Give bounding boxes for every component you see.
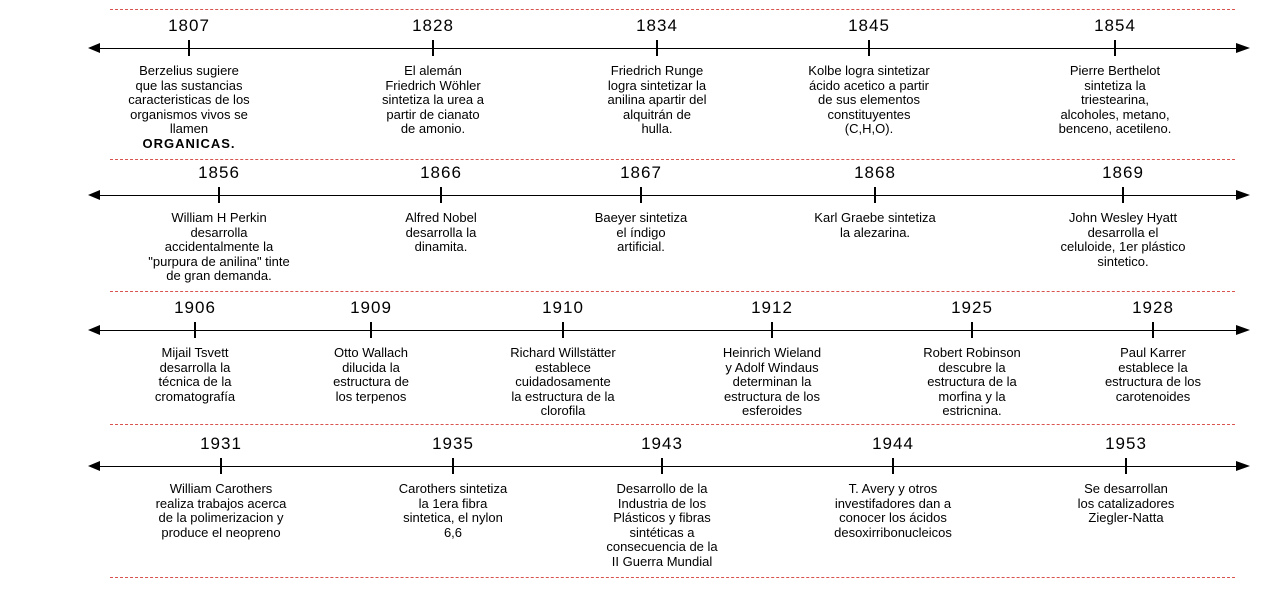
- event-description-line: Friedrich Runge: [610, 63, 704, 78]
- event-year: 1828: [412, 16, 454, 35]
- event-description-line: artificial.: [617, 239, 665, 254]
- event-description: [346, 211, 536, 255]
- event-year: 1912: [751, 298, 793, 317]
- event-description-line: morfina y la: [938, 388, 1006, 404]
- event-description-line: de gran demanda.: [166, 268, 272, 283]
- event-tick: [656, 40, 658, 56]
- event-description-line: Berzelius sugiere: [139, 63, 239, 78]
- event-description-line: estructura de los: [1104, 374, 1202, 389]
- event-description-line: los terpenos: [335, 388, 407, 404]
- event-description-line: establece la: [1118, 359, 1188, 375]
- event-tick: [218, 187, 220, 203]
- event-tick: [220, 458, 222, 474]
- event-description-line: de sus elementos: [818, 92, 920, 107]
- event-description-line: desarrolla la: [405, 224, 477, 240]
- event-description-line: Baeyer sintetiza: [594, 210, 688, 225]
- event-description-line: caracteristicas de los: [128, 92, 250, 107]
- event-description-line: Alfred Nobel: [405, 210, 477, 225]
- arrow-right-icon: [1236, 461, 1250, 471]
- event-description-line: Heinrich Wieland: [722, 345, 822, 360]
- event-description-line: desarrolla el: [1087, 224, 1159, 240]
- event-description-line: estricnina.: [942, 403, 1002, 418]
- event-description-line: desoxirribonucleicos: [834, 524, 952, 540]
- event-description-line: II Guerra Mundial: [611, 553, 713, 569]
- event-description-line: desarrolla la: [159, 359, 231, 375]
- event-description-line: anilina apartir del: [607, 92, 707, 107]
- event-description-line: Ziegler-Natta: [1088, 510, 1164, 525]
- event-tick: [661, 458, 663, 474]
- event-year: 1943: [641, 434, 683, 453]
- event-tick: [1125, 458, 1127, 474]
- timeline-row: [0, 163, 1280, 283]
- event-year: 1931: [200, 434, 242, 453]
- timeline-row: [0, 434, 1280, 569]
- event-description: [798, 482, 988, 540]
- event-description-line: que las sustancias: [135, 77, 243, 93]
- event-description-line: Friedrich Wöhler: [385, 77, 481, 93]
- event-description: [562, 64, 752, 137]
- event-tick: [562, 322, 564, 338]
- event-description: [1028, 211, 1218, 269]
- event-tick: [771, 322, 773, 338]
- event-description-line: conocer los ácidos: [839, 510, 947, 525]
- arrow-right-icon: [1236, 325, 1250, 335]
- event-description-line: Se desarrollan: [1084, 481, 1168, 496]
- event-description-line: sintetico.: [1097, 253, 1149, 269]
- event-description-line: alcoholes, metano,: [1060, 106, 1170, 122]
- event-year: 1928: [1132, 298, 1174, 317]
- event-description: [276, 346, 466, 404]
- event-tick: [1114, 40, 1116, 56]
- event-year: 1944: [872, 434, 914, 453]
- event-tick: [194, 322, 196, 338]
- event-description-line: el índigo: [616, 224, 666, 240]
- arrow-right-icon: [1236, 43, 1250, 53]
- event-description-line: consecuencia de la: [606, 539, 718, 554]
- event-description-line: la estructura de la: [511, 388, 615, 404]
- event-description-line: Plásticos y fibras: [613, 510, 711, 525]
- event-description-line: Kolbe logra sintetizar: [808, 63, 930, 78]
- event-description-line: de la polimerizacion y: [158, 510, 284, 525]
- timeline-axis-line: [95, 466, 1245, 467]
- event-description: [677, 346, 867, 419]
- event-description-line: ácido acetico a partir: [809, 77, 929, 93]
- event-description-line: establece: [535, 359, 591, 375]
- event-year: 1856: [198, 163, 240, 182]
- event-year: 1935: [432, 434, 474, 453]
- event-description-line: triestearina,: [1081, 92, 1149, 107]
- event-year: 1953: [1105, 434, 1147, 453]
- arrow-right-icon: [1236, 190, 1250, 200]
- event-description: [126, 482, 316, 540]
- event-description-emphasis: ORGANICAS.: [142, 135, 236, 151]
- event-year: 1906: [174, 298, 216, 317]
- event-description-line: estructura de la: [927, 374, 1017, 389]
- event-description: [1020, 64, 1210, 137]
- event-description-line: sintetica, el nylon: [403, 510, 503, 525]
- event-description-line: Karl Graebe sintetiza: [814, 210, 936, 225]
- event-description: [358, 482, 548, 540]
- event-year: 1867: [620, 163, 662, 182]
- event-description: [1031, 482, 1221, 526]
- event-description: [468, 346, 658, 419]
- event-description-line: de amonio.: [400, 121, 466, 136]
- timeline-axis-line: [95, 48, 1245, 49]
- event-description-line: realiza trabajos acerca: [155, 495, 287, 511]
- event-description-line: la 1era fibra: [418, 495, 488, 511]
- event-tick: [868, 40, 870, 56]
- event-year: 1925: [951, 298, 993, 317]
- event-description-line: dinamita.: [414, 239, 468, 254]
- event-year: 1910: [542, 298, 584, 317]
- event-description-line: "purpura de anilina" tinte: [148, 253, 290, 269]
- event-year: 1866: [420, 163, 462, 182]
- event-description-line: produce el neopreno: [161, 524, 281, 540]
- event-year: 1854: [1094, 16, 1136, 35]
- event-tick: [1152, 322, 1154, 338]
- event-description-line: Desarrollo de la: [616, 481, 708, 496]
- event-description-line: sintetiza la: [1084, 77, 1146, 93]
- row-separator: [110, 424, 1235, 425]
- event-tick: [874, 187, 876, 203]
- event-description-line: alquitrán de: [623, 106, 691, 122]
- event-year: 1834: [636, 16, 678, 35]
- event-description: [94, 64, 284, 151]
- event-description: [877, 346, 1067, 419]
- event-description-line: determinan la: [732, 374, 812, 389]
- event-description-line: Pierre Berthelot: [1069, 63, 1161, 78]
- event-description: [1058, 346, 1248, 404]
- event-tick: [188, 40, 190, 56]
- timeline-row: [0, 298, 1280, 418]
- event-description-line: descubre la: [938, 359, 1006, 375]
- event-year: 1868: [854, 163, 896, 182]
- arrow-left-icon: [88, 43, 100, 53]
- event-description: [124, 211, 314, 284]
- timeline-axis-line: [95, 330, 1245, 331]
- arrow-left-icon: [88, 325, 100, 335]
- event-description-line: cromatografía: [154, 388, 236, 404]
- event-description-line: la alezarina.: [839, 224, 911, 240]
- event-description-line: estructura de los: [723, 388, 821, 404]
- event-description: [567, 482, 757, 569]
- event-description-line: los catalizadores: [1077, 495, 1175, 511]
- event-description-line: clorofila: [540, 403, 586, 418]
- event-description: [338, 64, 528, 137]
- event-description: [100, 346, 290, 404]
- event-description-line: cuidadosamente: [515, 374, 611, 389]
- event-description-line: Mijail Tsvett: [161, 345, 229, 360]
- row-separator: [110, 577, 1235, 578]
- event-description-line: celuloide, 1er plástico: [1060, 239, 1186, 254]
- event-description-line: William Carothers: [169, 481, 273, 496]
- event-description-line: constituyentes: [827, 106, 911, 122]
- event-description-line: estructura de: [333, 374, 409, 389]
- event-description-line: organismos vivos se: [130, 106, 248, 122]
- event-description-line: llamen: [169, 121, 209, 136]
- event-description-line: partir de cianato: [386, 106, 480, 122]
- event-description-line: benceno, acetileno.: [1058, 121, 1172, 136]
- row-separator: [110, 159, 1235, 160]
- event-year: 1845: [848, 16, 890, 35]
- event-description-line: 6,6: [443, 524, 463, 540]
- event-description-line: y Adolf Windaus: [725, 359, 819, 375]
- event-description: [780, 211, 970, 240]
- event-description: [546, 211, 736, 255]
- event-description-line: hulla.: [641, 121, 673, 136]
- event-description-line: Carothers sintetiza: [398, 481, 508, 496]
- event-year: 1869: [1102, 163, 1144, 182]
- event-description-line: T. Avery y otros: [848, 481, 938, 496]
- row-separator: [110, 291, 1235, 292]
- event-description-line: Richard Willstätter: [510, 345, 616, 360]
- event-description-line: John Wesley Hyatt: [1068, 210, 1178, 225]
- event-description-line: investifadores dan a: [834, 495, 952, 511]
- event-description-line: carotenoides: [1115, 388, 1191, 404]
- event-description-line: sintéticas a: [629, 524, 695, 540]
- event-tick: [432, 40, 434, 56]
- event-year: 1909: [350, 298, 392, 317]
- event-description-line: Robert Robinson: [923, 345, 1021, 360]
- event-description-line: accidentalmente la: [164, 239, 274, 254]
- event-year: 1807: [168, 16, 210, 35]
- event-description-line: desarrolla: [190, 224, 248, 240]
- event-description-line: técnica de la: [158, 374, 232, 389]
- event-description-line: dilucida la: [342, 359, 400, 375]
- event-description-line: (C,H,O).: [844, 121, 894, 136]
- event-description: [774, 64, 964, 137]
- event-description-line: Industria de los: [617, 495, 707, 511]
- row-separator: [110, 9, 1235, 10]
- event-description-line: logra sintetizar la: [607, 77, 707, 93]
- event-description-line: Paul Karrer: [1120, 345, 1186, 360]
- event-tick: [1122, 187, 1124, 203]
- event-tick: [440, 187, 442, 203]
- event-description-line: esferoides: [742, 403, 802, 418]
- event-description-line: sintetiza la urea a: [382, 92, 484, 107]
- event-tick: [452, 458, 454, 474]
- timeline-axis-line: [95, 195, 1245, 196]
- arrow-left-icon: [88, 461, 100, 471]
- event-tick: [370, 322, 372, 338]
- event-description-line: William H Perkin: [171, 210, 267, 225]
- event-description-line: Otto Wallach: [334, 345, 408, 360]
- event-tick: [892, 458, 894, 474]
- arrow-left-icon: [88, 190, 100, 200]
- event-tick: [971, 322, 973, 338]
- timeline-row: [0, 16, 1280, 151]
- event-description-line: El alemán: [404, 63, 462, 78]
- event-tick: [640, 187, 642, 203]
